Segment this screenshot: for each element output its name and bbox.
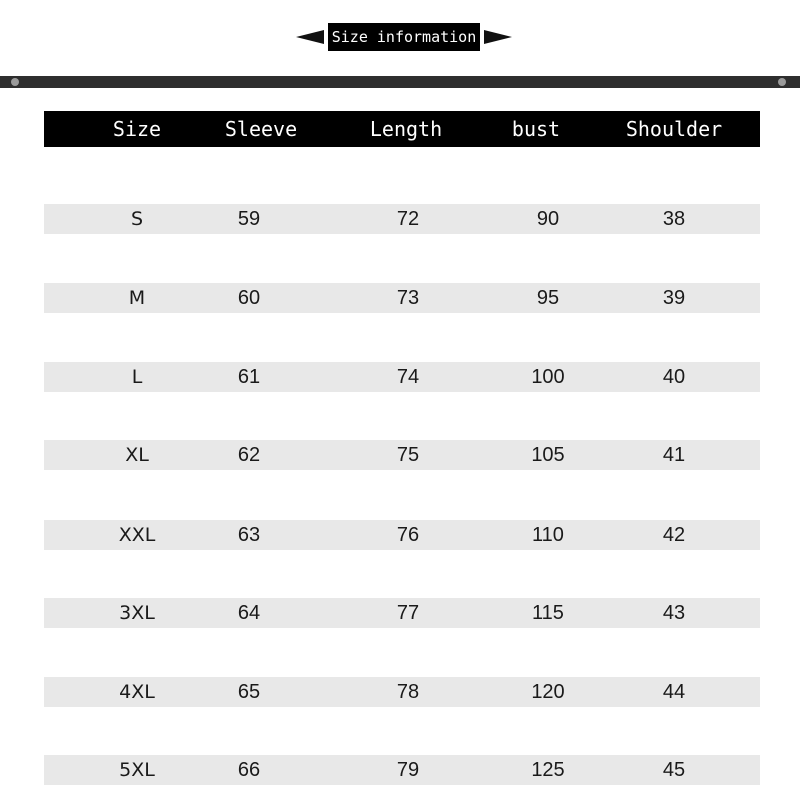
- cell-size: XXL: [118, 524, 156, 546]
- cell-size: 3XL: [119, 602, 155, 624]
- cell-length: 74: [396, 365, 420, 388]
- cell-sleeve: 63: [237, 523, 261, 546]
- cell-bust: 120: [531, 680, 565, 703]
- divider-rivet-left: [11, 78, 19, 86]
- banner-right-arrow: [484, 30, 512, 44]
- cell-sleeve: 59: [237, 207, 261, 230]
- cell-size: L: [131, 366, 143, 388]
- header-length: Length: [369, 117, 443, 141]
- table-row: [44, 283, 760, 313]
- banner-left-arrow: [296, 30, 324, 44]
- cell-bust: 110: [532, 523, 564, 546]
- cell-shoulder: 43: [662, 601, 686, 624]
- cell-size: XL: [125, 444, 149, 466]
- table-row: [44, 677, 760, 707]
- cell-sleeve: 60: [237, 286, 261, 309]
- cell-sleeve: 62: [237, 443, 261, 466]
- table-row: [44, 755, 760, 785]
- table-row: [44, 520, 760, 550]
- header-size: Size: [112, 117, 162, 141]
- divider-bar: [0, 76, 800, 88]
- header-shoulder: Shoulder: [625, 117, 723, 141]
- cell-bust: 125: [531, 758, 565, 781]
- header-bust: bust: [511, 117, 561, 141]
- cell-length: 79: [396, 758, 420, 781]
- cell-shoulder: 45: [662, 758, 686, 781]
- cell-bust: 100: [531, 365, 565, 388]
- cell-sleeve: 66: [237, 758, 261, 781]
- cell-bust: 115: [532, 601, 564, 624]
- cell-length: 75: [396, 443, 420, 466]
- cell-bust: 105: [531, 443, 565, 466]
- cell-length: 72: [396, 207, 420, 230]
- cell-bust: 90: [536, 207, 560, 230]
- cell-size: M: [128, 287, 146, 309]
- cell-bust: 95: [536, 286, 560, 309]
- cell-sleeve: 65: [237, 680, 261, 703]
- cell-shoulder: 40: [662, 365, 686, 388]
- divider-rivet-right: [778, 78, 786, 86]
- cell-length: 76: [396, 523, 420, 546]
- cell-shoulder: 44: [662, 680, 686, 703]
- cell-length: 77: [396, 601, 420, 624]
- cell-size: 4XL: [119, 681, 155, 703]
- table-row: [44, 440, 760, 470]
- header-sleeve: Sleeve: [224, 117, 298, 141]
- page-title: Size information: [328, 23, 480, 51]
- table-row: [44, 204, 760, 234]
- cell-length: 73: [396, 286, 420, 309]
- cell-sleeve: 64: [237, 601, 261, 624]
- cell-size: S: [130, 208, 144, 230]
- title-banner: [0, 20, 800, 54]
- cell-size: 5XL: [119, 759, 155, 781]
- cell-shoulder: 41: [662, 443, 686, 466]
- cell-sleeve: 61: [237, 365, 261, 388]
- cell-shoulder: 39: [662, 286, 686, 309]
- table-header: [44, 111, 760, 147]
- table-row: [44, 362, 760, 392]
- table-row: [44, 598, 760, 628]
- cell-length: 78: [396, 680, 420, 703]
- cell-shoulder: 38: [662, 207, 686, 230]
- cell-shoulder: 42: [662, 523, 686, 546]
